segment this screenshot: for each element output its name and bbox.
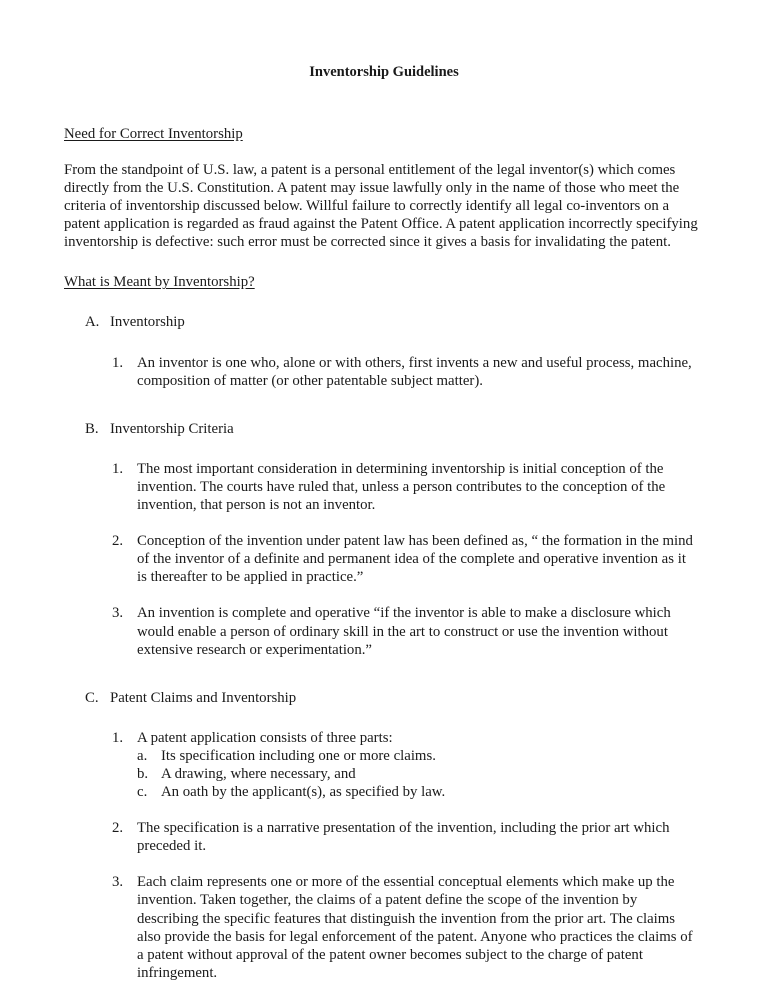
list-item-label: Inventorship Criteria <box>110 420 234 437</box>
list-item-c <box>0 689 768 707</box>
list-item-text: A patent application consists of three parts: <box>137 729 393 746</box>
spacer <box>0 291 768 313</box>
section-heading-text: What is Meant by Inventorship? <box>64 274 255 291</box>
list-marker: 1. <box>112 460 124 477</box>
spacer <box>0 707 768 729</box>
list-item-text: The specification is a narrative presentation of the invention, including the prior art which preceded it. <box>137 820 670 855</box>
list-item-b <box>0 420 768 438</box>
list-marker: 3. <box>112 874 124 891</box>
list-item-a <box>0 313 768 331</box>
spacer <box>0 143 768 161</box>
spacer <box>0 855 768 873</box>
spacer <box>0 332 768 354</box>
list-item-text: An inventor is one who, alone or with others, first invents a new and useful process, machine, composition of matter (or other patentable subject matter). <box>137 354 692 389</box>
list-item-b-3 <box>0 604 768 658</box>
list-marker: A. <box>85 314 100 331</box>
paragraph-need-for-correct-inventorship: From the standpoint of U.S. law, a patent is a personal entitlement of the legal inventor(s) which comes directly from the U.S. Constitution. A patent may issue lawfully only in the name of those who meet the criteria of inventorship discussed below. Willful failure to correctly identify all legal co-inventors on a patent application is regarded as fraud against the Patent Office. A patent application incorrectly specifying inventorship is defective: such error must be corrected since it gives a basis for invalidating the patent. <box>64 162 698 251</box>
spacer <box>0 659 768 689</box>
list-marker: C. <box>85 689 99 706</box>
spacer <box>0 438 768 460</box>
list-item-c-1 <box>0 729 768 747</box>
spacer <box>0 586 768 604</box>
list-item-text: Its specification including one or more claims. <box>161 747 436 764</box>
list-marker: B. <box>85 420 99 437</box>
list-item-text: An invention is complete and operative “if the inventor is able to make a disclosure which would enable a person of ordinary skill in the art to construct or use the invention without extensive research or experimentation.” <box>137 605 671 658</box>
list-item-b-1 <box>0 460 768 514</box>
list-item-label: Inventorship <box>110 314 185 331</box>
section-heading-what-is-meant-by-inventorship <box>0 273 768 291</box>
list-marker: b. <box>137 765 149 782</box>
section-heading-text: Need for Correct Inventorship <box>64 126 243 142</box>
list-item-text: The most important consideration in determining inventorship is initial conception of the invention. The courts have ruled that, unless a person contributes to the conception of the invention, that person is not an inventor. <box>137 460 666 514</box>
spacer <box>0 81 768 125</box>
section-heading-need-for-correct-inventorship <box>0 125 768 143</box>
list-item-b-2 <box>0 532 768 586</box>
list-marker: 3. <box>112 605 124 622</box>
spacer <box>0 251 768 273</box>
spacer <box>0 801 768 819</box>
list-marker: 1. <box>112 729 124 746</box>
list-marker: a. <box>137 747 148 764</box>
page-title: Inventorship Guidelines <box>309 64 459 80</box>
list-item-label: Patent Claims and Inventorship <box>110 689 297 706</box>
spacer <box>0 514 768 532</box>
list-marker: 2. <box>112 533 124 550</box>
spacer <box>0 390 768 420</box>
list-item-c-1-a <box>0 747 768 765</box>
list-item-c-1-b <box>0 765 768 783</box>
list-item-c-3 <box>0 873 768 982</box>
list-item-text: Each claim represents one or more of the essential conceptual elements which make up the invention. Taken together, the claims of a patent define the scope of the invention by describing the specific features that distinguish the invention from the prior art. The claims also provide the basis for legal enforcement of the patent. Anyone who practices the claims of a patent without approval of the patent owner becomes subject to the charge of patent infringement. <box>137 874 693 981</box>
list-item-c-2 <box>0 819 768 855</box>
list-marker: 2. <box>112 820 124 837</box>
list-item-text: An oath by the applicant(s), as specified by law. <box>161 784 446 801</box>
list-marker: c. <box>137 784 148 801</box>
list-item-text: Conception of the invention under patent law has been defined as, “ the formation in the mind of the inventor of a definite and permanent idea of the complete and operative invention as it is thereafter to be applied in practice.” <box>137 533 693 586</box>
list-item-a-1 <box>0 354 768 390</box>
list-marker: 1. <box>112 354 124 371</box>
list-item-text: A drawing, where necessary, and <box>161 765 356 782</box>
list-item-c-1-c <box>0 783 768 801</box>
